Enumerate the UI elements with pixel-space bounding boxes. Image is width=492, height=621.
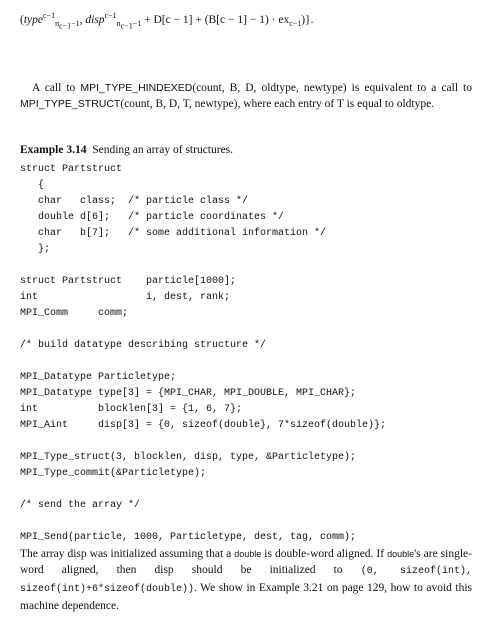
para1-function-struct: MPI_TYPE_STRUCT bbox=[20, 98, 121, 110]
formula-type-subscript bbox=[55, 19, 80, 31]
code-line bbox=[20, 434, 480, 450]
code-line bbox=[20, 258, 480, 274]
formula-comma: , bbox=[79, 13, 86, 26]
code-line: MPI_Type_struct(3, blocklen, disp, type, &Particletype); bbox=[20, 452, 357, 463]
code-line: int blocklen[3] = {1, 6, 7}; bbox=[20, 404, 243, 415]
code-line: MPI_Comm comm; bbox=[20, 308, 129, 319]
para2-text-3: 's are single-word aligned, then disp should be initialized to bbox=[20, 548, 472, 576]
formula-open-paren: ( bbox=[20, 13, 24, 26]
code-line: { bbox=[20, 180, 45, 191]
para2-code-init: (0, sizeof(int), sizeof(int)+6*sizeof(double)) bbox=[20, 566, 473, 595]
example-title: Sending an array of structures. bbox=[92, 144, 234, 156]
example-heading bbox=[20, 142, 472, 158]
code-line: char b[7]; /* some additional information */ bbox=[20, 228, 327, 239]
formula-disp-sub-n: n bbox=[116, 19, 121, 29]
code-line bbox=[20, 482, 480, 498]
code-line: /* build datatype describing structure */ bbox=[20, 340, 267, 351]
para2-text-4: . We show in Example 3.21 on page 129, how to avoid this machine dependence. bbox=[20, 582, 472, 612]
paragraph-equivalence bbox=[20, 80, 472, 112]
formula-disp-subscript bbox=[116, 19, 142, 31]
formula-type-symbol: type bbox=[23, 13, 43, 26]
code-line: MPI_Datatype type[3] = {MPI_CHAR, MPI_DOUBLE, MPI_CHAR}; bbox=[20, 388, 357, 399]
code-line: char class; /* particle class */ bbox=[20, 196, 249, 207]
paragraph-alignment-note bbox=[20, 546, 472, 614]
formula-disp-symbol: disp bbox=[85, 13, 105, 26]
code-line: MPI_Send(particle, 1000, Particletype, dest, tag, comm); bbox=[20, 532, 357, 543]
para2-word-double-1: double bbox=[234, 549, 262, 559]
code-line bbox=[20, 354, 480, 370]
code-line: struct Partstruct particle[1000]; bbox=[20, 276, 237, 287]
formula-disp-subtail: −1 bbox=[132, 19, 142, 29]
para1-text-3: (count, B, D, T, newtype), where each entry of T is equal to oldtype. bbox=[120, 98, 435, 110]
para2-word-double-2: double bbox=[387, 549, 415, 559]
example-label: Example 3.14 bbox=[20, 144, 87, 156]
formula-type-superscript: c−1 bbox=[43, 11, 56, 20]
formula-ex-subscript: c−1 bbox=[289, 19, 302, 29]
formula-disp-superscript: c−1 bbox=[104, 11, 117, 20]
formula-disp-subsub: c−1 bbox=[120, 21, 133, 31]
code-line: int i, dest, rank; bbox=[20, 292, 231, 303]
code-line: }; bbox=[20, 244, 51, 255]
code-line bbox=[20, 514, 480, 530]
formula-type-subsub: c−1 bbox=[59, 21, 72, 31]
code-line: MPI_Datatype Particletype; bbox=[20, 372, 177, 383]
code-line: MPI_Type_commit(&Particletype); bbox=[20, 468, 207, 479]
formula-close: )}. bbox=[301, 13, 314, 26]
para1-function-hindexed: MPI_TYPE_HINDEXED bbox=[80, 82, 193, 94]
formula-type-subtail: −1 bbox=[71, 19, 80, 29]
formula-rest: + D[c − 1] + (B[c − 1] − 1) · ex bbox=[141, 13, 290, 26]
code-line: double d[6]; /* particle coordinates */ bbox=[20, 212, 285, 223]
para2-text-2: is double-word aligned. If bbox=[261, 548, 388, 560]
code-line bbox=[20, 322, 480, 338]
code-line: struct Partstruct bbox=[20, 164, 123, 175]
code-line: MPI_Aint disp[3] = {0, sizeof(double}, 7*sizeof(double)}; bbox=[20, 420, 387, 431]
formula-type-sub-n: n bbox=[55, 19, 60, 29]
para1-text-1: A call to bbox=[32, 82, 81, 94]
para1-text-2: (count, B, D, oldtype, newtype) is equivalent to a call to bbox=[192, 82, 472, 94]
code-line: /* send the array */ bbox=[20, 500, 141, 511]
code-block bbox=[20, 162, 480, 546]
formula-line bbox=[20, 8, 480, 35]
para2-text-1: The array disp was initialized assuming that a bbox=[20, 548, 235, 560]
